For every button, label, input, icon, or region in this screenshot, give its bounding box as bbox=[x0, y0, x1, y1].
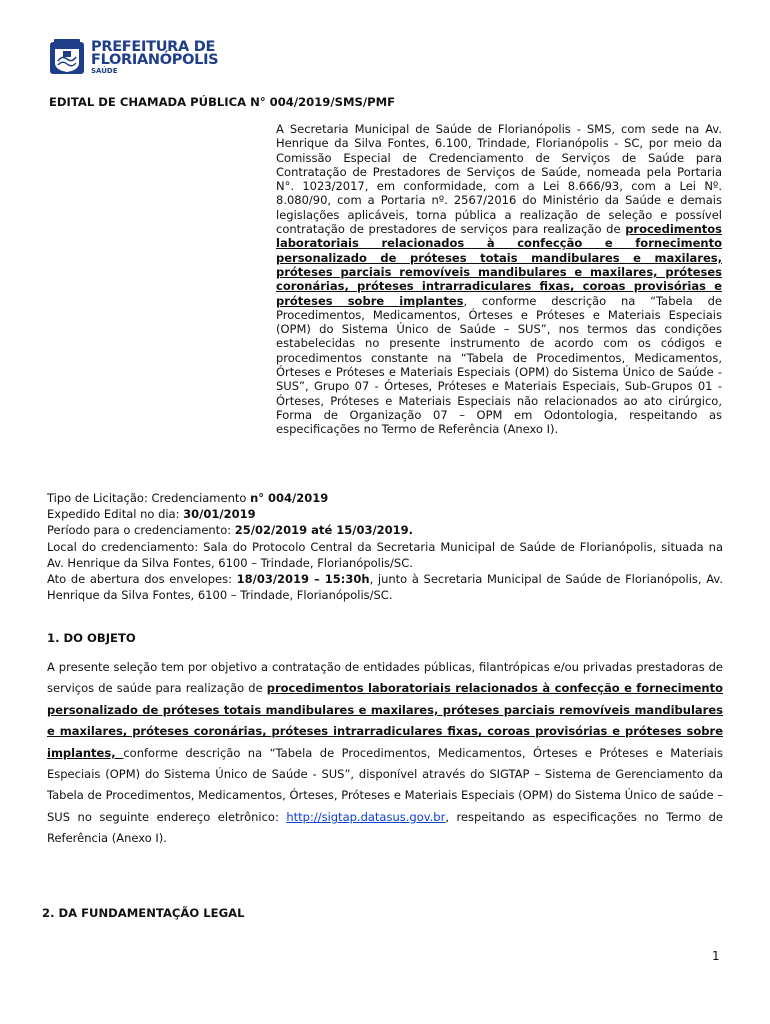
ato-value: 18/03/2019 – 15:30h bbox=[236, 572, 370, 587]
tipo-licitacao bbox=[47, 490, 723, 506]
page-number: 1 bbox=[712, 949, 720, 963]
periodo-label: Período para o credenciamento: bbox=[47, 523, 235, 538]
intro-text-a: A Secretaria Municipal de Saúde de Florianópolis - SMS, com sede na Av. Henrique da Silva Fontes, 6.100, Trindade, Florianópolis - SC, por meio da Comissão Especial de Credenciamento de Serviços de Saúde para Contratação de Prestadores de Serviços de Saúde, nomeada pela Portaria N°. 1023/2017, em conformidade, com a Lei 8.666/93, com a Lei Nº. 8.080/90, com a Portaria nº. 2567/2016 do Ministério da Saúde e demais legislações aplicáveis, torna pública a realização de seleção e possível contratação de prestadores de serviços para realização de bbox=[276, 122, 722, 237]
expedido-value: 30/01/2019 bbox=[183, 507, 256, 522]
tipo-value: n° 004/2019 bbox=[250, 491, 329, 505]
sigtap-link[interactable]: http://sigtap.datasus.gov.br bbox=[286, 809, 446, 824]
periodo-value: 25/02/2019 até 15/03/2019. bbox=[234, 523, 414, 538]
prefeitura-logo bbox=[49, 39, 229, 79]
local-credenciamento: Local do credenciamento: Sala do Protocolo Central da Secretaria Municipal de Saúde de Florianópolis, situada na Av. Henrique da Silva Fontes, 6100 – Trindade, Florianópolis/SC. bbox=[47, 539, 723, 570]
section-heading-objeto: 1. DO OBJETO bbox=[47, 631, 136, 645]
objeto-text-a: A presente seleção tem por objetivo a contratação de entidades públicas, filantrópicas e/ou privadas prestadoras de serviços de saúde para realização de bbox=[47, 660, 723, 696]
objeto-bold-object: procedimentos laboratoriais relacionados à confecção e fornecimento personalizado de próteses totais mandibulares e maxilares, próteses parciais removíveis mandibulares e maxilares, próteses coronárias, próteses intrarradiculares fixas, coroas provisórias e próteses sobre implantes, bbox=[47, 681, 723, 760]
document-title: EDITAL DE CHAMADA PÚBLICA N° 004/2019/SMS/PMF bbox=[49, 95, 396, 109]
logo-text-prefeitura: PREFEITURA DE bbox=[91, 39, 216, 55]
objeto-text-c: , respeitando as especificações no Termo de Referência (Anexo I). bbox=[47, 809, 723, 846]
logo-text-florianopolis: FLORIANÓPOLIS bbox=[91, 52, 219, 68]
expedido-edital bbox=[47, 506, 723, 522]
ato-abertura bbox=[47, 571, 723, 603]
intro-text-b: , conforme descrição na “Tabela de Procedimentos, Medicamentos, Órteses e Próteses e Materiais Especiais (OPM) do Sistema Único de Saúde – SUS”, nos termos das condições estabelecidas no presente instrumento de acordo com os códigos e procedimentos constante na “Tabela de Procedimentos, Medicamentos, Órteses e Próteses e Materiais Especiais (OPM) do Sistema Único de Saúde - SUS”, Grupo 07 - Órteses, Próteses e Materiais Especiais, Sub-Grupos 01 - Órteses, Próteses e Materiais Especiais não relacionados ao ato cirúrgico, Forma de Organização 07 – OPM em Odontologia, respeitando as especificações no Termo de Referência (Anexo I). bbox=[276, 293, 722, 437]
edital-info-block bbox=[47, 490, 723, 603]
objeto-text-b: conforme descrição na “Tabela de Procedimentos, Medicamentos, Órteses e Próteses e Materiais Especiais (OPM) do Sistema Único de Saúde - SUS”, disponível através do SIGTAP – Sistema de Gerenciamento da Tabela de Procedimentos, Medicamentos, Órteses, Próteses e Materiais Especiais (OPM) do Sistema Único de saúde – SUS no seguinte endereço eletrônico: bbox=[47, 745, 723, 824]
expedido-label: Expedido Edital no dia: bbox=[47, 507, 184, 522]
florianopolis-seal-icon bbox=[49, 39, 85, 75]
intro-paragraph bbox=[276, 122, 722, 437]
ato-label: Ato de abertura dos envelopes: bbox=[47, 572, 237, 587]
tipo-label: Tipo de Licitação: Credenciamento bbox=[47, 491, 251, 505]
section-heading-fundamentacao: 2. DA FUNDAMENTAÇÃO LEGAL bbox=[42, 906, 245, 920]
logo-text-saude: SAÚDE bbox=[91, 67, 118, 75]
periodo-credenciamento bbox=[47, 522, 723, 538]
intro-bold-object: procedimentos laboratoriais relacionados à confecção e fornecimento personalizado de próteses totais mandibulares e maxilares, próteses parciais removíveis mandibulares e maxilares, próteses coronárias, próteses intrarradiculares fixas, coroas provisórias e próteses sobre implantes bbox=[276, 222, 722, 308]
objeto-paragraph bbox=[47, 657, 723, 850]
ato-rest: , junto à Secretaria Municipal de Saúde de Florianópolis, Av. Henrique da Silva Fontes, 6100 – Trindade, Florianópolis/SC. bbox=[47, 572, 723, 603]
